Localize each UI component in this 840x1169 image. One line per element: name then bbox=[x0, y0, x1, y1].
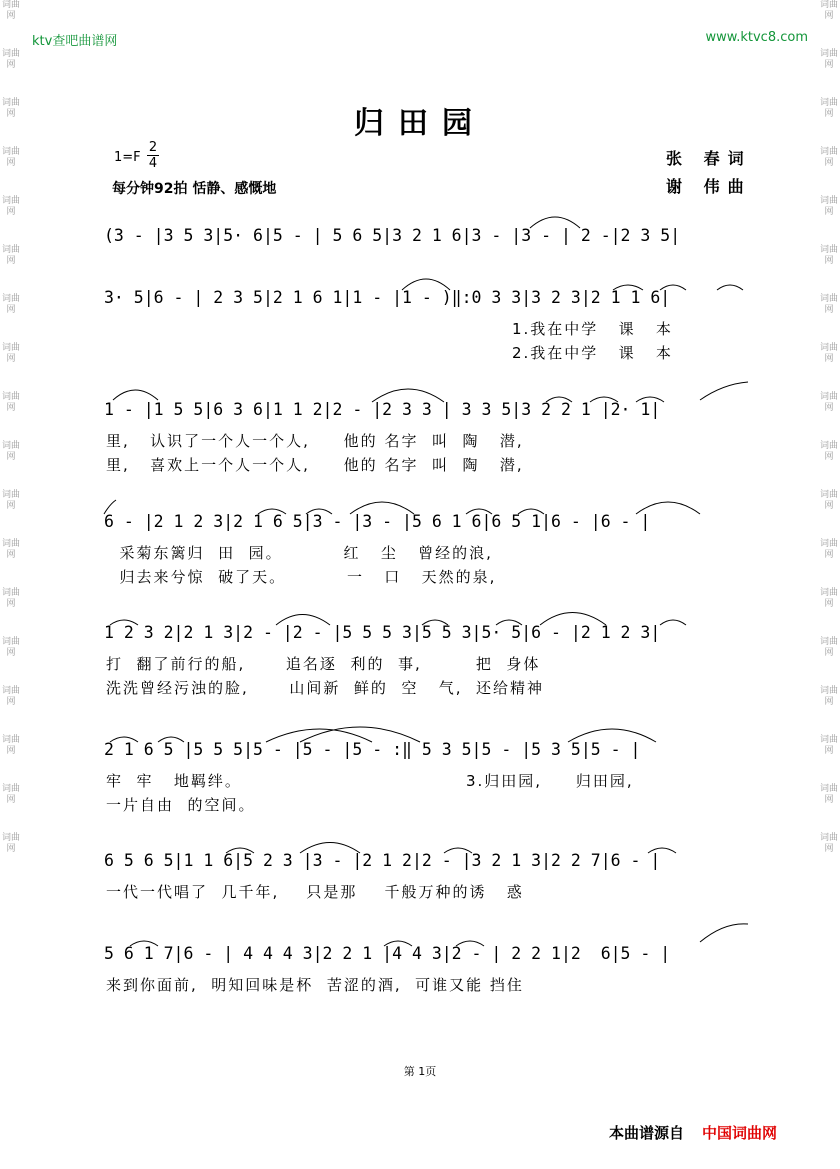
lyric-line-7: 一代一代唱了 几千年, 只是那 千般万种的诱 惑 bbox=[106, 883, 524, 901]
score-line-7: 6 5 6 5|1 1 6|5 2 3 |3 - |2 1 2|2 - |3 2 1 3|2 2 7|6 - | bbox=[104, 851, 661, 870]
time-top: 2 bbox=[148, 140, 158, 155]
header-site-right: www.ktvc8.com bbox=[705, 30, 808, 45]
lyric-line-6-verse-2: 一片自由 的空间。 bbox=[106, 796, 256, 814]
score-line-4: 6 - |2 1 2 3|2 1 6 5|3 - |3 - |5 6 1 6|6 5 1|6 - |6 - | bbox=[104, 512, 651, 531]
lyric-line-6-verse-3: 3.归田园, 归田园, bbox=[466, 772, 634, 790]
slur bbox=[700, 382, 748, 400]
header-site-left: ktv查吧曲谱网 bbox=[32, 34, 118, 49]
composer-credit: 谢 伟曲 bbox=[666, 177, 752, 196]
source-credit bbox=[609, 1122, 777, 1143]
lyric-line-3-verse-2: 里, 喜欢上一个人一个人, 他的 名字 叫 陶 潜, bbox=[106, 456, 524, 474]
lyric-line-8: 来到你面前, 明知回味是杯 苦涩的酒, 可谁又能 挡住 bbox=[106, 976, 524, 994]
lyric-line-4-verse-2: 归去来兮惊 破了天。 一 口 天然的泉, bbox=[106, 568, 497, 586]
page-number: 第 1页 bbox=[403, 1065, 437, 1078]
lyric-line-5-verse-2: 洗洗曾经污浊的脸, 山间新 鲜的 空 气, 还给精神 bbox=[106, 679, 545, 697]
source-site: 中国词曲网 bbox=[702, 1124, 778, 1142]
key-signature: 1=F bbox=[114, 150, 141, 165]
lyric-line-2-verse-1: 1.我在中学 课 本 bbox=[512, 320, 673, 338]
lyricist-credit: 张 春词 bbox=[666, 149, 752, 168]
score-line-1: (3 - |3 5 3|5· 6|5 - | 5 6 5|3 2 1 6|3 - |3 - | 2 -|2 3 5| bbox=[104, 226, 681, 245]
song-title: 归田园 bbox=[354, 106, 486, 141]
time-signature bbox=[146, 140, 160, 171]
lyric-line-3-verse-1: 里, 认识了一个人一个人, 他的 名字 叫 陶 潜, bbox=[106, 432, 524, 450]
score-line-5: 1 2 3 2|2 1 3|2 - |2 - |5 5 5 3|5 5 3|5· 5|6 - |2 1 2 3| bbox=[104, 623, 661, 642]
watermark-right: 词曲网 词曲网 词曲网 词曲网 词曲网 词曲网 词曲网 词曲网 词曲网 词曲网 词曲网 词曲网 词曲网 词曲网 词曲网 词曲网 词曲网 词曲网 bbox=[820, 0, 838, 854]
tempo-marking: 每分钟92拍 恬静、感慨地 bbox=[112, 181, 277, 197]
score-line-6: 2 1 6 5 |5 5 5|5 - |5 - |5 - :‖ 5 3 5|5 - |5 3 5|5 - | bbox=[104, 740, 641, 759]
watermark-left: 词曲网 词曲网 词曲网 词曲网 词曲网 词曲网 词曲网 词曲网 词曲网 词曲网 词曲网 词曲网 词曲网 词曲网 词曲网 词曲网 词曲网 词曲网 bbox=[2, 0, 20, 854]
slur bbox=[700, 924, 748, 942]
score-line-8: 5 6 1 7|6 - | 4 4 4 3|2 2 1 |4 4 3|2 - | 2 2 1|2 6|5 - | bbox=[104, 944, 671, 963]
lyric-line-2-verse-2: 2.我在中学 课 本 bbox=[512, 344, 673, 362]
time-bottom: 4 bbox=[148, 156, 158, 171]
lyric-line-6-verse-1: 牢 牢 地羁绊。 bbox=[106, 772, 242, 790]
slur bbox=[113, 390, 158, 400]
lyric-line-5-verse-1: 打 翻了前行的船, 追名逐 利的 事, 把 身体 bbox=[106, 655, 541, 673]
source-label: 本曲谱源自 bbox=[609, 1124, 685, 1142]
score-line-2: 3· 5|6 - | 2 3 5|2 1 6 1|1 - |1 - )‖:0 3 3|3 2 3|2 1 1 6| bbox=[104, 288, 671, 307]
lyric-line-4-verse-1: 采菊东篱归 田 园。 红 尘 曾经的浪, bbox=[106, 544, 493, 562]
score-line-3: 1 - |1 5 5|6 3 6|1 1 2|2 - |2 3 3 | 3 3 5|3 2 2 1 |2· 1| bbox=[104, 400, 661, 419]
